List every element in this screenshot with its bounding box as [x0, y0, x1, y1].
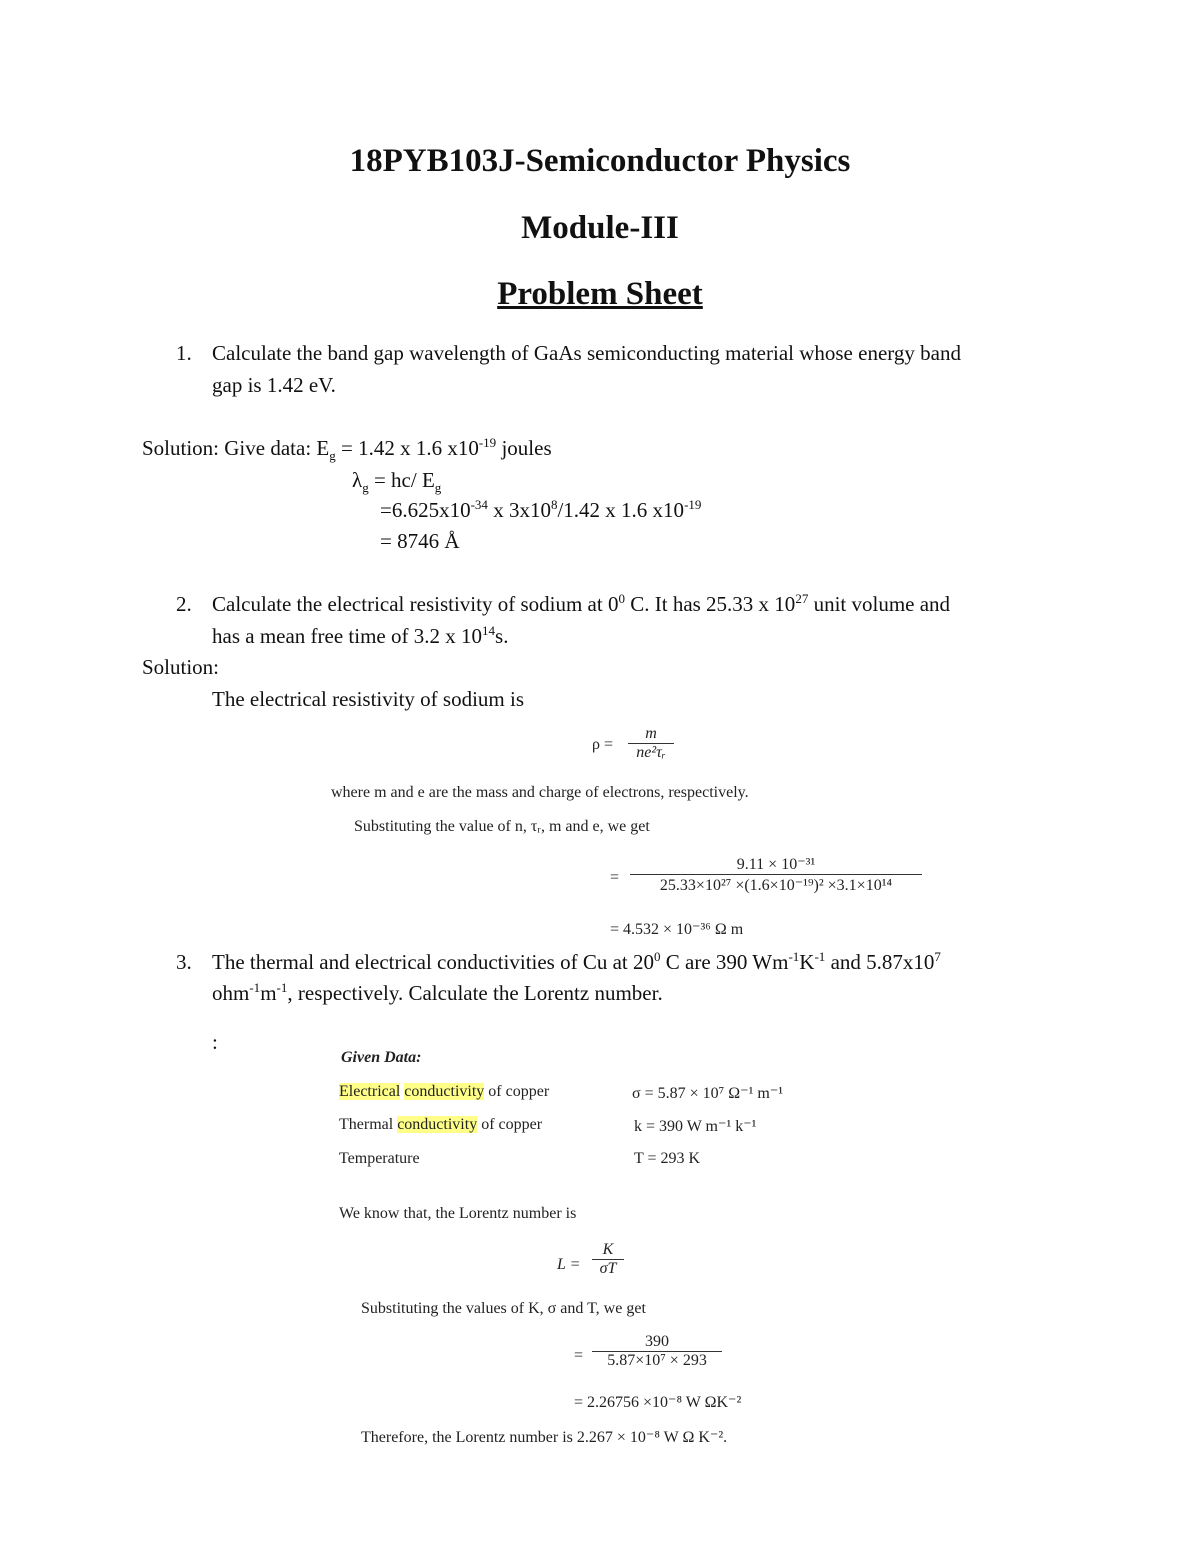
q1-result: = 8746 Å [380, 529, 460, 553]
course-title: 18PYB103J-Semiconductor Physics [349, 143, 851, 179]
q1-solution-line: Solution: Give data: $E_g = 1.42$ x 1.6 $x10^{-19}$ joules [142, 435, 552, 464]
q1-line1: Calculate the band gap wavelength of GaAs semiconducting material whose energy band [212, 341, 961, 365]
q2-rho-lhs: ρ = [592, 736, 614, 753]
q2-line1: Calculate the electrical resistivity of sodium at $0^0$ C. It has 25.33 x $10^{27}$ unit volume and [212, 591, 951, 616]
q2-answer: = 4.532 × 10⁻³⁶ Ω m [610, 921, 744, 938]
q3-therefore: Therefore, the Lorentz number is 2.267 × 10⁻⁸ W Ω K⁻². [361, 1429, 728, 1446]
q1-number: 1. [176, 341, 192, 365]
q3-L-denominator: σT [599, 1260, 617, 1277]
q2-line2: has a mean free time of 3.2 x $10^{14}s$. [212, 623, 509, 648]
q3-know: We know that, the Lorentz number is [339, 1205, 577, 1222]
q3-number-fraction [592, 1333, 722, 1370]
q3-L-lhs: L = [557, 1256, 581, 1273]
q3-line1: The thermal and electrical conductivities of Cu at $20^0$ C are 390 $Wm^{-1}K^{-1}$ and $5.87x10^7$ [212, 949, 941, 974]
q3-row3-value: T = 293 K [634, 1150, 701, 1167]
q2-where: where m and e are the mass and charge of electrons, respectively. [331, 784, 749, 801]
q2-number: 2. [176, 592, 192, 616]
q2-big-denominator: 25.33×10²⁷ ×(1.6×10⁻¹⁹)² ×3.1×10¹⁴ [659, 877, 893, 894]
q2-rho-numerator: m [645, 725, 657, 742]
q3-row2-value: k = 390 W m⁻¹ k⁻¹ [634, 1118, 757, 1135]
q3-row3-label: Temperature [339, 1150, 420, 1167]
q2-rho-denominator: ne²τᵣ [636, 744, 666, 761]
q3-substituting: Substituting the values of K, σ and T, we get [361, 1300, 646, 1317]
q1-line2: gap is 1.42 eV. [212, 373, 336, 397]
q3-number: 3. [176, 950, 192, 974]
q1-substitution: $=6.625x10^{-34}$ x $3x10^8/1.42$ x 1.6 $x10^{-19}$ [380, 497, 702, 522]
q1-lambda-line: $\lambda_g = hc/$ $E_g$ [352, 468, 442, 496]
sheet-title: Problem Sheet [497, 276, 703, 312]
q3-row2-label: Thermal conductivity of copper [339, 1116, 543, 1133]
q3-colon: : [212, 1030, 218, 1054]
q3-value: = 2.26756 ×10⁻⁸ W ΩK⁻² [574, 1394, 742, 1411]
q3-L-fraction [592, 1241, 624, 1278]
q3-L-numerator: K [602, 1241, 614, 1258]
q2-big-numerator: 9.11 × 10⁻³¹ [736, 856, 816, 873]
q3-number-numerator: 390 [645, 1333, 669, 1350]
q3-eq-sign: = [574, 1347, 584, 1364]
q2-rho-fraction [628, 725, 674, 762]
q2-solution-label: Solution: [142, 655, 220, 679]
q3-row1-value: σ = 5.87 × 10⁷ Ω⁻¹ m⁻¹ [632, 1085, 784, 1102]
q3-number-denominator: 5.87×10⁷ × 293 [607, 1352, 707, 1369]
module-title: Module-III [521, 210, 679, 246]
q2-substituting: Substituting the value of n, τᵣ, m and e, we get [354, 818, 650, 835]
q2-intro: The electrical resistivity of sodium is [212, 687, 525, 711]
q3-row1-label: Electrical conductivity of copper [339, 1083, 550, 1100]
q2-big-fraction [630, 854, 922, 895]
q3-given-heading: Given Data: [341, 1049, 422, 1066]
q2-eq-sign: = [610, 869, 620, 886]
q3-line2: $ohm^{-1}m^{-1}$, respectively. Calculate the Lorentz number. [212, 980, 663, 1005]
